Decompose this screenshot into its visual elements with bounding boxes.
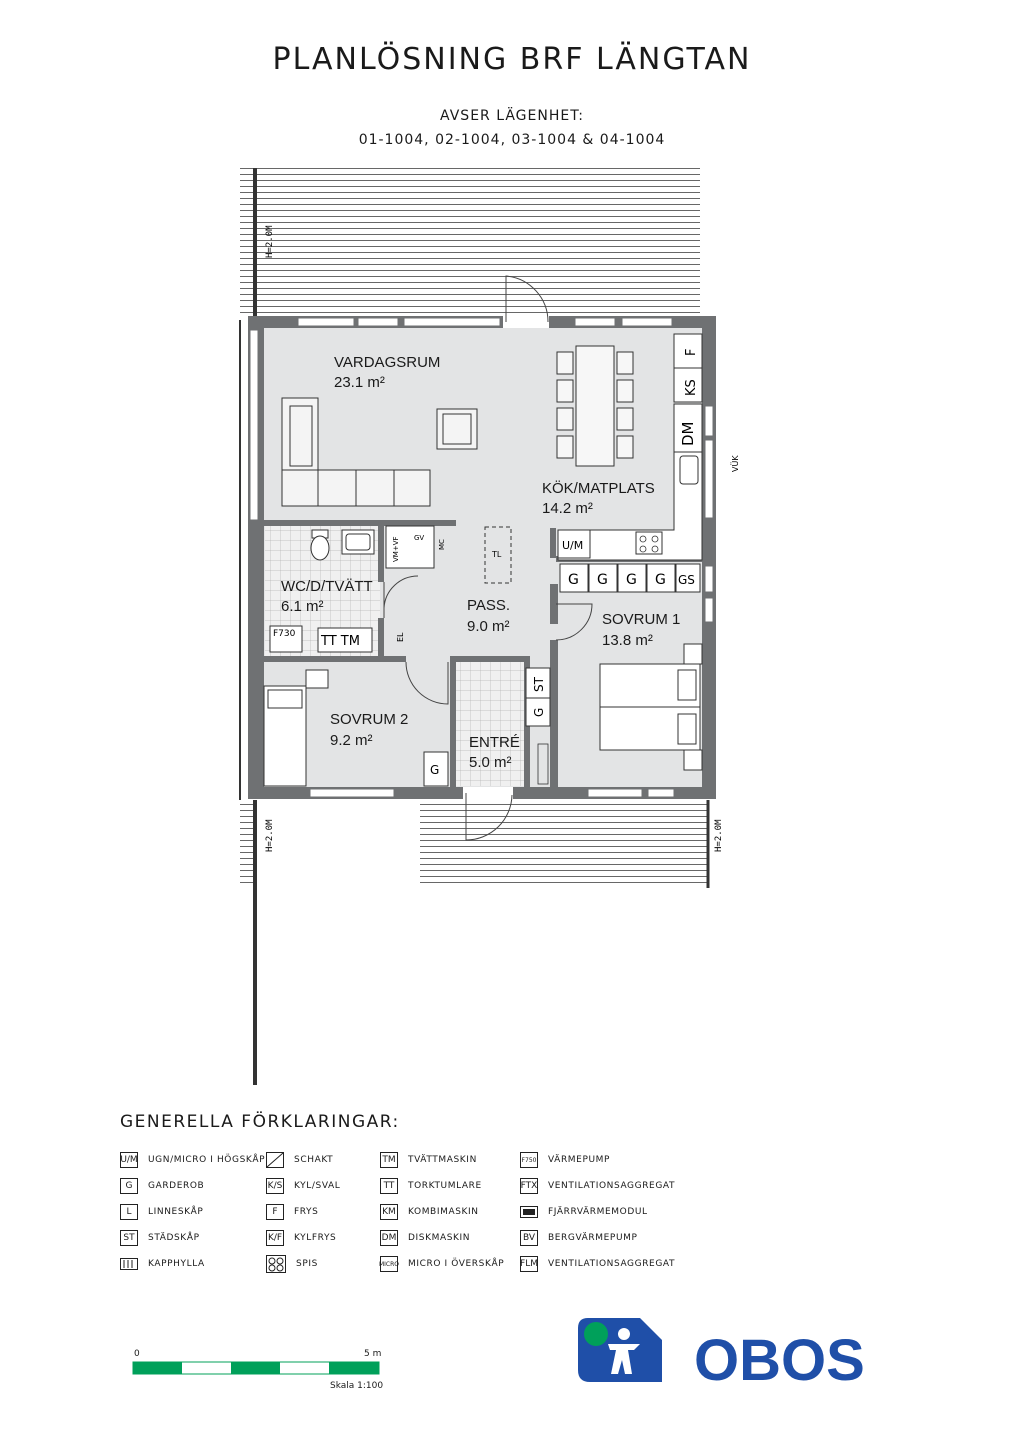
mc-label: MC <box>438 539 446 550</box>
el-label: EL <box>396 632 405 642</box>
legend-item <box>380 1150 477 1170</box>
legend-item <box>120 1228 200 1248</box>
fence-height-label-south-east: H=2.0M <box>714 819 724 852</box>
freezer-label: F <box>684 348 699 356</box>
balcony-door-north[interactable] <box>503 316 549 328</box>
legend-code: BV <box>520 1230 538 1246</box>
legend-item <box>380 1202 479 1222</box>
stove-icon <box>266 1255 286 1273</box>
legend-item <box>380 1176 482 1196</box>
legend-code: FTX <box>520 1178 538 1194</box>
page-title: PLANLÖSNING BRF LÄNGTAN <box>272 42 752 77</box>
legend-label: VENTILATIONSAGGREGAT <box>548 1181 676 1191</box>
legend-item <box>120 1176 204 1196</box>
west-deck <box>240 800 254 888</box>
legend-label: GARDEROB <box>148 1181 205 1191</box>
legend-label: SPIS <box>296 1259 318 1269</box>
legend-code: KM <box>380 1204 398 1220</box>
legend-item <box>520 1150 610 1170</box>
legend-item <box>266 1228 336 1248</box>
water-meter-label: VM+VF <box>392 536 400 562</box>
room-area-pass: 9.0 m² <box>467 618 510 635</box>
fence-height-label-south-west: H=2.0M <box>265 819 275 852</box>
obos-logo <box>570 1312 910 1392</box>
legend-item <box>120 1254 205 1274</box>
room-name-sovrum1: SOVRUM 1 <box>602 611 681 628</box>
closet-g-label: G <box>532 707 546 717</box>
legend-item <box>266 1150 333 1170</box>
room-name-entre: ENTRÉ <box>469 734 520 751</box>
legend-label: KYL/SVAL <box>294 1181 341 1191</box>
room-name-wc: WC/D/TVÄTT <box>281 578 373 595</box>
wardrobe-label: G <box>568 572 579 588</box>
legend-label: STÄDSKÅP <box>148 1233 200 1243</box>
south-deck <box>420 800 708 888</box>
laundry-label: TT TM <box>321 634 360 649</box>
legend-heading: GENERELLA FÖRKLARINGAR: <box>120 1112 400 1132</box>
legend-code: K/S <box>266 1178 284 1194</box>
legend-item <box>380 1228 470 1248</box>
gv-label: GV <box>414 534 425 542</box>
legend-item <box>266 1254 318 1274</box>
coat-rack-icon <box>120 1258 138 1270</box>
wardrobe-label: G <box>655 572 666 588</box>
room-area-wc: 6.1 m² <box>281 598 324 615</box>
legend-label: KYLFRYS <box>294 1233 337 1243</box>
legend-label: VENTILATIONSAGGREGAT <box>548 1259 676 1269</box>
fridge-label: KS <box>684 379 699 396</box>
room-area-entre: 5.0 m² <box>469 754 512 771</box>
district-heating-icon <box>520 1206 538 1218</box>
legend-label: FRYS <box>294 1207 319 1217</box>
legend-item <box>266 1202 318 1222</box>
legend-item <box>520 1228 638 1248</box>
entrance-door[interactable] <box>463 787 513 799</box>
wardrobe-gs-label: GS <box>678 573 695 587</box>
room-name-vardagsrum: VARDAGSRUM <box>334 354 441 371</box>
fence-height-label-north: H=2.0M <box>265 225 275 258</box>
legend-code: TM <box>380 1152 398 1168</box>
legend-code: U/M <box>120 1152 138 1168</box>
legend-label: VÄRMEPUMP <box>548 1155 611 1165</box>
wardrobe-label: G <box>597 572 608 588</box>
legend-item <box>520 1176 675 1196</box>
scale-start: 0 <box>134 1349 140 1359</box>
legend-label: UGN/MICRO I HÖGSKÅP <box>148 1155 266 1165</box>
legend-label: FJÄRRVÄRMEMODUL <box>548 1207 648 1217</box>
room-name-kok: KÖK/MATPLATS <box>542 480 655 497</box>
room-area-sovrum1: 13.8 m² <box>602 632 653 649</box>
legend-label: SCHAKT <box>294 1155 334 1165</box>
scale-bar <box>132 1360 382 1378</box>
vuk-label: VÜK <box>731 455 740 472</box>
legend-label: KOMBIMASKIN <box>408 1207 479 1217</box>
legend-label: TVÄTTMASKIN <box>408 1155 477 1165</box>
legend-item <box>520 1202 648 1222</box>
heat-pump-label: F730 <box>273 629 296 639</box>
scale-end: 5 m <box>364 1349 382 1359</box>
room-area-kok: 14.2 m² <box>542 500 593 517</box>
legend-item <box>120 1202 203 1222</box>
scale-caption: Skala 1:100 <box>330 1381 384 1391</box>
apartment-numbers: 01-1004, 02-1004, 03-1004 & 04-1004 <box>358 132 666 148</box>
legend-code: F750 <box>520 1152 538 1168</box>
room-area-vardagsrum: 23.1 m² <box>334 374 385 391</box>
logo-text: OBOS <box>694 1328 865 1392</box>
apartment-heading: AVSER LÄGENHET: <box>440 108 584 124</box>
oven-label: U/M <box>562 539 584 552</box>
room-name-sovrum2: SOVRUM 2 <box>330 711 409 728</box>
legend-item <box>266 1176 340 1196</box>
legend-item <box>520 1254 675 1274</box>
north-deck <box>240 168 700 316</box>
legend-code: DM <box>380 1230 398 1246</box>
legend-label: MICRO I ÖVERSKÅP <box>408 1259 505 1269</box>
legend-code: G <box>120 1178 138 1194</box>
legend-label: LINNESKÅP <box>148 1207 204 1217</box>
legend-label: TORKTUMLARE <box>408 1181 482 1191</box>
legend-code: TT <box>380 1178 398 1194</box>
closet-st-label: ST <box>532 677 546 692</box>
legend-code: FLM <box>520 1256 538 1272</box>
dishwasher-label: DM <box>679 421 697 446</box>
legend-code: MICRO <box>380 1256 398 1272</box>
legend-item <box>120 1150 265 1170</box>
legend-label: KAPPHYLLA <box>148 1259 205 1269</box>
legend-label: DISKMASKIN <box>408 1233 471 1243</box>
room-name-pass: PASS. <box>467 597 511 614</box>
legend-label: BERGVÄRMEPUMP <box>548 1233 638 1243</box>
shaft-icon <box>266 1152 284 1168</box>
wardrobe-label: G <box>626 572 637 588</box>
legend-code: ST <box>120 1230 138 1246</box>
legend-code: K/F <box>266 1230 284 1246</box>
legend-item <box>380 1254 504 1274</box>
linen-shelf-label: TL <box>492 550 502 559</box>
wardrobe-label: G <box>430 763 440 777</box>
armchair <box>437 409 477 449</box>
legend-code: L <box>120 1204 138 1220</box>
legend-code: F <box>266 1204 284 1220</box>
room-area-sovrum2: 9.2 m² <box>330 732 373 749</box>
